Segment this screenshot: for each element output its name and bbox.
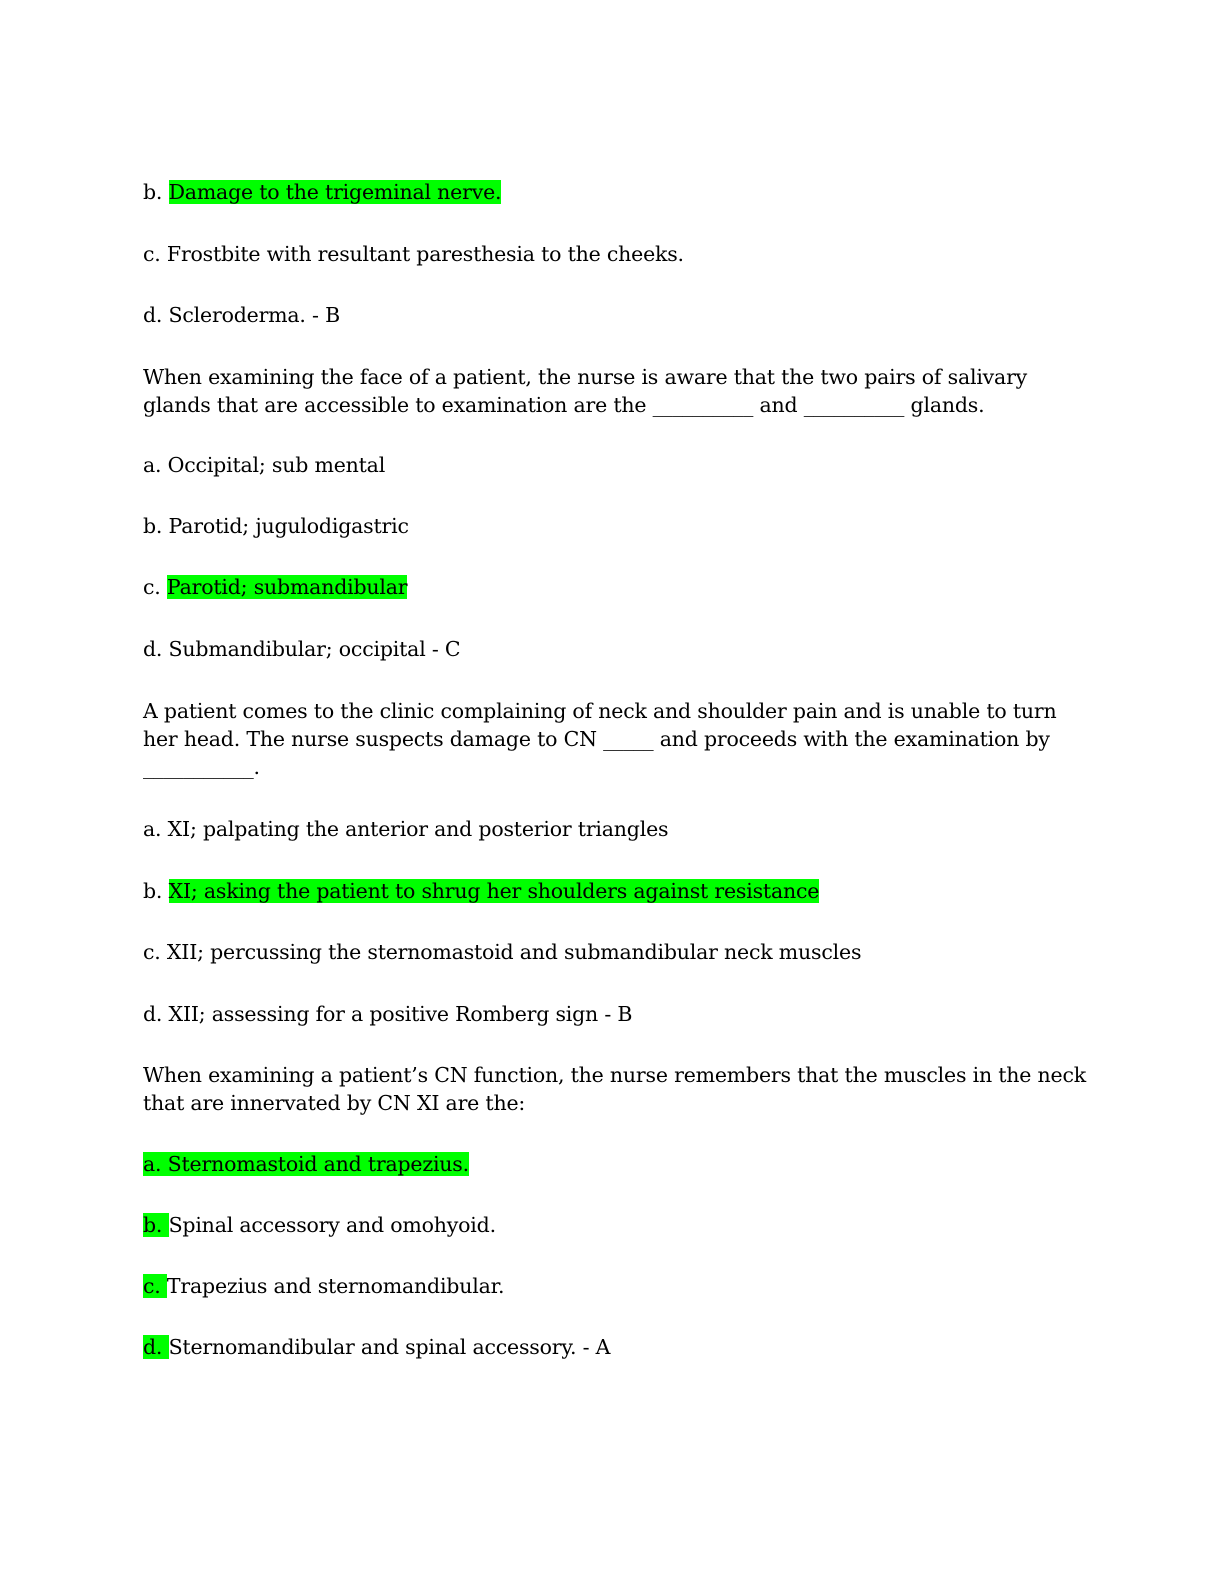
- option-prefix: c.: [143, 575, 167, 599]
- q1-option-d: d. Scleroderma. - B: [143, 303, 340, 327]
- highlighted-letter: b.: [143, 1213, 169, 1237]
- q4-option-c: [143, 1272, 1083, 1300]
- q2-option-a: a. Occipital; sub mental: [143, 453, 386, 477]
- highlighted-answer: Damage to the trigeminal nerve.: [168, 180, 502, 204]
- highlighted-letter: d.: [143, 1335, 169, 1359]
- q2-option-d: d. Submandibular; occipital - C: [143, 637, 461, 661]
- q3-option-c: c. XII; percussing the sternomastoid and submandibular neck muscles: [143, 940, 862, 964]
- q3-stem-line-3: ___________.: [143, 755, 260, 779]
- q2-stem-line-2: glands that are accessible to examination are the __________ and __________ glands.: [143, 393, 985, 417]
- highlighted-answer: a. Sternomastoid and trapezius.: [143, 1152, 469, 1176]
- highlighted-answer: Parotid; submandibular: [166, 575, 408, 599]
- q4-stem-line-1: When examining a patient’s CN function, the nurse remembers that the muscles in the neck: [143, 1063, 1086, 1087]
- highlighted-answer: XI; asking the patient to shrug her shoulders against resistance: [168, 879, 820, 903]
- q4-stem-line-2: that are innervated by CN XI are the:: [143, 1091, 526, 1115]
- option-prefix: b.: [143, 180, 169, 204]
- q3-stem-line-2: her head. The nurse suspects damage to CN _____ and proceeds with the examination by: [143, 727, 1050, 751]
- q3-option-b: [143, 877, 1083, 905]
- q2-stem-line-1: When examining the face of a patient, the nurse is aware that the two pairs of salivary: [143, 365, 1028, 389]
- q3-option-a: a. XI; palpating the anterior and posterior triangles: [143, 817, 669, 841]
- option-prefix: b.: [143, 879, 169, 903]
- q2-option-c: [143, 573, 1083, 601]
- q4-option-b: [143, 1211, 1083, 1239]
- q3-option-d: d. XII; assessing for a positive Romberg sign - B: [143, 1002, 633, 1026]
- option-text: Sternomandibular and spinal accessory. - A: [168, 1335, 611, 1359]
- option-text: Trapezius and sternomandibular.: [166, 1274, 505, 1298]
- q3-stem-line-1: A patient comes to the clinic complaining of neck and shoulder pain and is unable to turn: [143, 699, 1057, 723]
- q1-option-b: [143, 178, 1083, 206]
- highlighted-letter: c.: [143, 1274, 167, 1298]
- q4-option-d: [143, 1333, 1083, 1361]
- q2-option-b: b. Parotid; jugulodigastric: [143, 514, 409, 538]
- option-text: Spinal accessory and omohyoid.: [168, 1213, 496, 1237]
- q1-option-c: c. Frostbite with resultant paresthesia to the cheeks.: [143, 242, 684, 266]
- q4-option-a: [143, 1150, 1083, 1178]
